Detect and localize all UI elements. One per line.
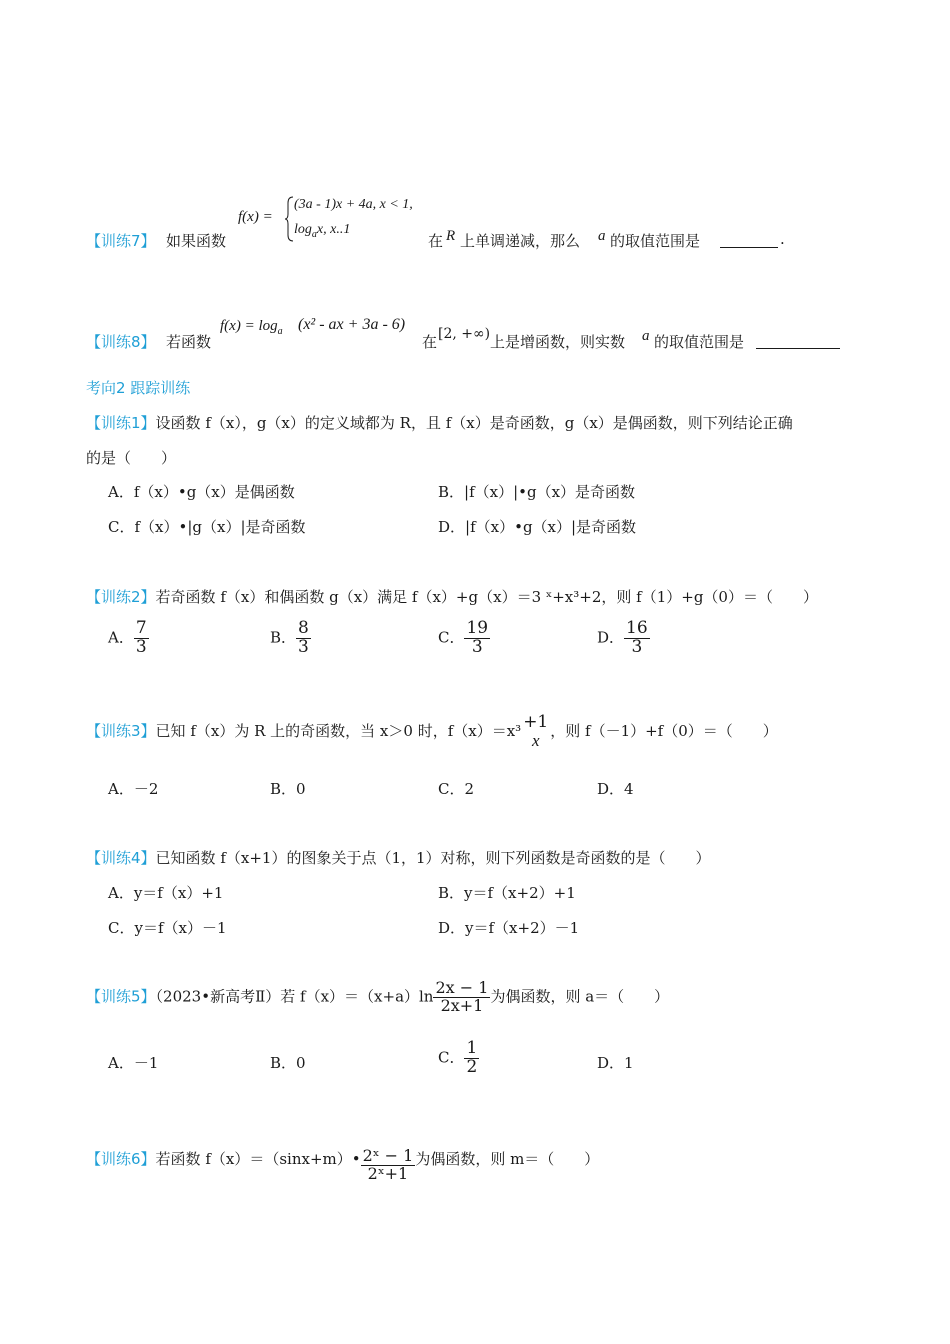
q6-frac-num: 2ˣ − 1 [362, 1146, 414, 1165]
p8-arg: (x² - ax + 3a - 6) [298, 316, 406, 333]
q4-line [86, 847, 711, 868]
q4-option-a: A．y＝f（x）+1 [108, 884, 224, 902]
q3-frac-num: +1 [523, 712, 549, 732]
q6-tag: 【训练6】 [86, 1150, 156, 1168]
p8-interval: [2, +∞) [438, 326, 491, 342]
q5-frac-den: 2x+1 [440, 995, 484, 1015]
q4-tag: 【训练4】 [86, 849, 156, 867]
q3-option-a: A．－2 [108, 780, 159, 798]
q1-option-c: C．f（x）•|g（x）|是奇函数 [108, 518, 306, 536]
p7-mid: 在 [428, 232, 444, 250]
q3-pre: 已知 f（x）为 R 上的奇函数，当 x＞0 时，f（x）＝x³ [155, 721, 522, 740]
q5-frac-num: 2x − 1 [435, 978, 489, 997]
q2-line [86, 586, 818, 607]
p7-brace [284, 196, 294, 242]
p8-pre: 若函数 [166, 333, 212, 351]
q3-option-d: D．4 [597, 780, 634, 798]
q1-tag: 【训练1】 [86, 414, 156, 432]
q5-tag: 【训练5】 [86, 987, 156, 1006]
p7-R: R [446, 228, 456, 244]
q3-tag: 【训练3】 [86, 721, 156, 740]
q6-frac-den: 2ˣ+1 [367, 1163, 409, 1183]
q1-line2: 的是（ ） [86, 449, 177, 467]
q5-pre: （2023•新高考Ⅱ）若 f（x）＝（x+a）ln [155, 987, 434, 1006]
q6-line [86, 1148, 599, 1183]
p8-post2: 的取值范围是 [654, 333, 745, 351]
q3-option-c: C．2 [438, 780, 475, 798]
p7-fx: f(x) = [238, 209, 273, 225]
q1-option-d: D．|f（x）•g（x）|是奇函数 [438, 518, 637, 536]
q5-option-b: B．0 [270, 1054, 306, 1072]
q2-tag: 【训练2】 [86, 588, 156, 606]
q2-option-b: B． $\frac{8}{3}$ [270, 618, 309, 657]
p8-post: 上是增函数，则实数 [490, 333, 626, 351]
p7-pre: 如果函数 [166, 232, 227, 250]
q1-line1 [86, 412, 793, 433]
q3-option-b: B．0 [270, 780, 306, 798]
p8-a: a [642, 328, 650, 344]
q1-option-b: B．|f（x）|•g（x）是奇函数 [438, 483, 636, 501]
q4-text: 已知函数 f（x+1）的图象关于点（1，1）对称，则下列函数是奇函数的是（ ） [155, 849, 711, 867]
q2-option-d: D． $\frac{16}{3}$ [597, 618, 648, 657]
q1-option-a: A．f（x）•g（x）是偶函数 [108, 483, 295, 501]
q4-option-b: B．y＝f（x+2）+1 [438, 884, 576, 902]
q5-option-c: C． $\frac{1}{2}$ [438, 1038, 478, 1077]
p7-blank [720, 230, 778, 248]
p7-mid2: 上单调递减，那么 [460, 232, 581, 250]
q5-option-d: D．1 [597, 1054, 634, 1072]
section-title: 考向2 跟踪训练 [86, 379, 191, 397]
q2-option-a: A． $\frac{7}{3}$ [108, 618, 147, 657]
p8-row [86, 312, 846, 352]
q5-post: 为偶函数，则 a＝（ ） [490, 987, 670, 1006]
p8-blank [756, 331, 840, 349]
p8-func: $f(x) = \log_a$ [220, 318, 283, 337]
q6-pre: 若函数 f（x）＝（sinx+m）• [155, 1150, 361, 1168]
q2-text: 若奇函数 f（x）和偶函数 g（x）满足 f（x）+g（x）＝3 ˣ+x³+2，则 f（1）+g（0）＝（ ） [155, 588, 818, 606]
q1-text1: 设函数 f（x），g（x）的定义域都为 R，且 f（x）是奇函数，g（x）是偶函数，则下列结论正确 [155, 414, 793, 432]
q2-option-c: C． $\frac{19}{3}$ [438, 618, 489, 657]
p7-case1: (3a - 1)x + 4a, x < 1, [294, 197, 413, 212]
q6-post: 为偶函数，则 m＝（ ） [415, 1150, 600, 1168]
q3-frac-den: x [531, 730, 540, 750]
q4-option-c: C．y＝f（x）－1 [108, 919, 227, 937]
q4-option-d: D．y＝f（x+2）－1 [438, 919, 580, 937]
q5-option-a: A．－1 [108, 1054, 159, 1072]
p7-tag: 【训练7】 [86, 232, 156, 250]
p7-row [86, 196, 806, 256]
p7-case2: $\log_ax$, x..1 [294, 222, 351, 240]
p8-tag: 【训练8】 [86, 333, 156, 351]
q5-line [86, 980, 669, 1015]
q3-post: ，则 f（－1）+f（0）＝（ ） [550, 721, 778, 740]
p7-a: a [598, 228, 606, 244]
p7-dot: . [780, 230, 785, 248]
p7-post: 的取值范围是 [610, 232, 701, 250]
q3-line [86, 714, 778, 750]
p8-mid: 在 [422, 333, 438, 351]
